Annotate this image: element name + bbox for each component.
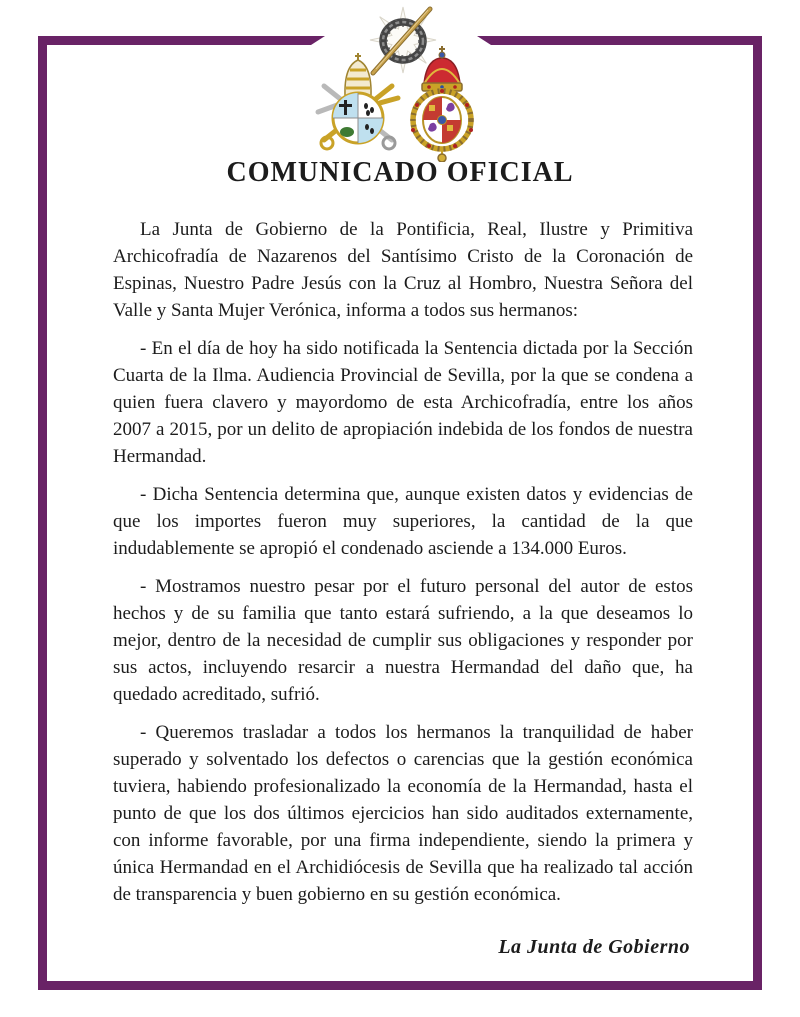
document-title: COMUNICADO OFICIAL [226, 157, 574, 188]
paragraph-pesar: - Mostramos nuestro pesar por el futuro personal del autor de estos hechos y de su familia que tanto estará sufriendo, a la que deseamos lo mejor, dentro de la necesidad de cumplir sus obligaciones y responder por sus actos, incluyendo resarcir a nuestra Hermandad del daño que, ha quedado acreditado, sufrió. [113, 576, 693, 705]
archconfraternity-coat-of-arms-icon [318, 53, 398, 149]
crown-of-thorns-icon [370, 7, 436, 73]
document-body [113, 216, 693, 919]
paragraph-cantidad-apropiada: - Dicha Sentencia determina que, aunque existen datos y evidencias de que los importes fueron muy superiores, la cantidad de la que indudablemente se apropió el condenado asciende a 134.000 Euros. [113, 484, 693, 559]
paragraph-intro: La Junta de Gobierno de la Pontificia, Real, Ilustre y Primitiva Archicofradía de Nazarenos del Santísimo Cristo de la Coronación de Espinas, Nuestro Padre Jesús con la Cruz al Hombro, Nuestra Señora del Valle y Santa Mujer Verónica, informa a todos sus hermanos: [113, 219, 693, 321]
paragraph-tranquilidad: - Queremos trasladar a todos los hermanos la tranquilidad de haber superado y solventado los defectos o carencias que la gestión económica tuviera, habiendo profesionalizado la economía de la Hermandad, hasta el punto de que los dos últimos ejercicios han sido auditados externamente, con informe favorable, por una firma independiente, siendo la primera y única Hermandad en el Archidiócesis de Sevilla que ha realizado tal acción de transparencia y buen gobierno en su gestión económica. [113, 722, 693, 905]
signature: La Junta de Gobierno [498, 936, 690, 958]
royal-coat-of-arms-icon [411, 46, 473, 162]
page-border-bottom [38, 981, 762, 990]
paragraph-sentencia-notificada: - En el día de hoy ha sido notificada la Sentencia dictada por la Sección Cuarta de la Ilma. Audiencia Provincial de Sevilla, por la que se condena a quien fuera clavero y mayordomo de esta Archicofradía, entre los años 2007 a 2015, por un delito de apropiación indebida de los fondos de nuestra Hermandad. [113, 338, 693, 467]
header-emblems [0, 0, 800, 162]
